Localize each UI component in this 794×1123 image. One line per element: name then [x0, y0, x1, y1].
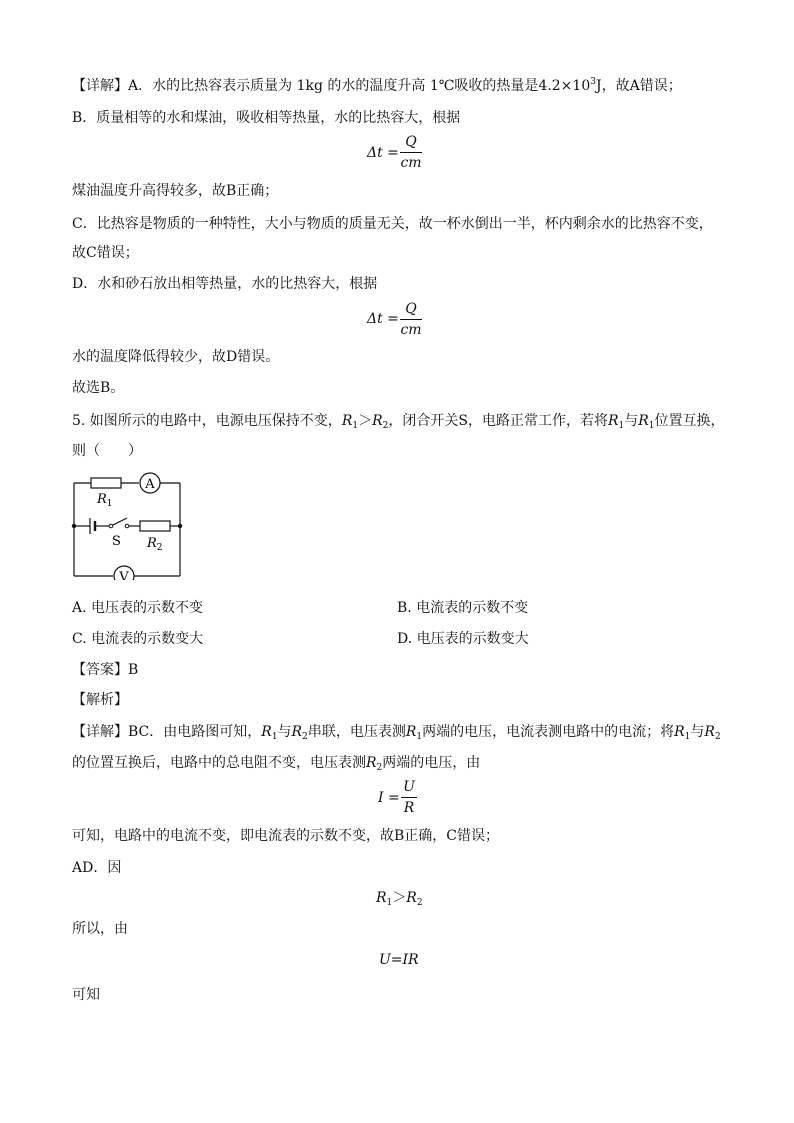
detail-line-d: D．水和砂石放出相等热量，水的比热容大，根据	[72, 276, 378, 292]
r2-label: $R_2$	[147, 536, 163, 553]
detail-line-c2: 故C错误；	[72, 245, 139, 261]
detail-line-a: 【详解】A．水的比热容表示质量为 1kg 的水的温度升高 1℃吸收的热量是$4.2\times 10^3J$，故A错误；	[72, 77, 682, 94]
option-b: B. 电流表的示数不变	[397, 600, 529, 616]
detail-line-b2: 煤油温度升高得较多，故B正确；	[72, 183, 279, 199]
detail-bc-line-2: 的位置互换后，电路中的总电阻不变，电压表测$R_2$两端的电压，由	[72, 755, 481, 773]
detail-line-c: C．比热容是物质的一种特性，大小与物质的质量无关，故一杯水倒出一半，杯内剩余水的比热容不变，	[72, 216, 713, 232]
detail-ad-line-1: AD．因	[72, 860, 122, 876]
voltmeter-label: V	[119, 570, 129, 580]
option-c: C. 电流表的示数变大	[72, 631, 204, 647]
question-5-line-1: 5. 如图所示的电路中，电源电压保持不变，$R_1>R_2$，闭合开关S，电路正常工作，若将$R_1$与$R_1$位置互换，	[72, 413, 725, 431]
switch-label: S	[112, 534, 121, 549]
detail-bc-line-3: 可知，电路中的电流不变，即电流表的示数不变，故B正确，C错误；	[72, 828, 499, 844]
analysis-label: 【解析】	[72, 692, 128, 708]
option-d: D. 电压表的示数变大	[397, 631, 529, 647]
ammeter-label: A	[145, 477, 155, 492]
question-5-line-2: 则（ ）	[72, 443, 142, 459]
answer-line: 【答案】B	[72, 662, 139, 678]
formula-r1-gt-r2: $R_1>R_2$	[376, 890, 423, 908]
detail-line-b: B．质量相等的水和煤油，吸收相等热量，水的比热容大，根据	[72, 110, 461, 126]
detail-ad-line-2: 所以，由	[72, 921, 128, 937]
detail-ad-line-3: 可知	[72, 987, 100, 1003]
option-a: A. 电压表的示数不变	[72, 600, 204, 616]
detail-line-d2: 水的温度降低得较少，故D错误。	[72, 349, 280, 365]
circuit-diagram	[66, 466, 190, 580]
choose-b-line: 故选B。	[72, 380, 125, 396]
detail-bc-line-1: 【详解】BC．由电路图可知，$R_1$与$R_2$串联，电压表测$R_1$两端的电压，电流表测电路中的电流；将$R_1$与$R_2$	[72, 724, 721, 742]
formula-u-ir: U=IR	[379, 952, 419, 968]
r1-label: $R_1$	[97, 492, 113, 509]
